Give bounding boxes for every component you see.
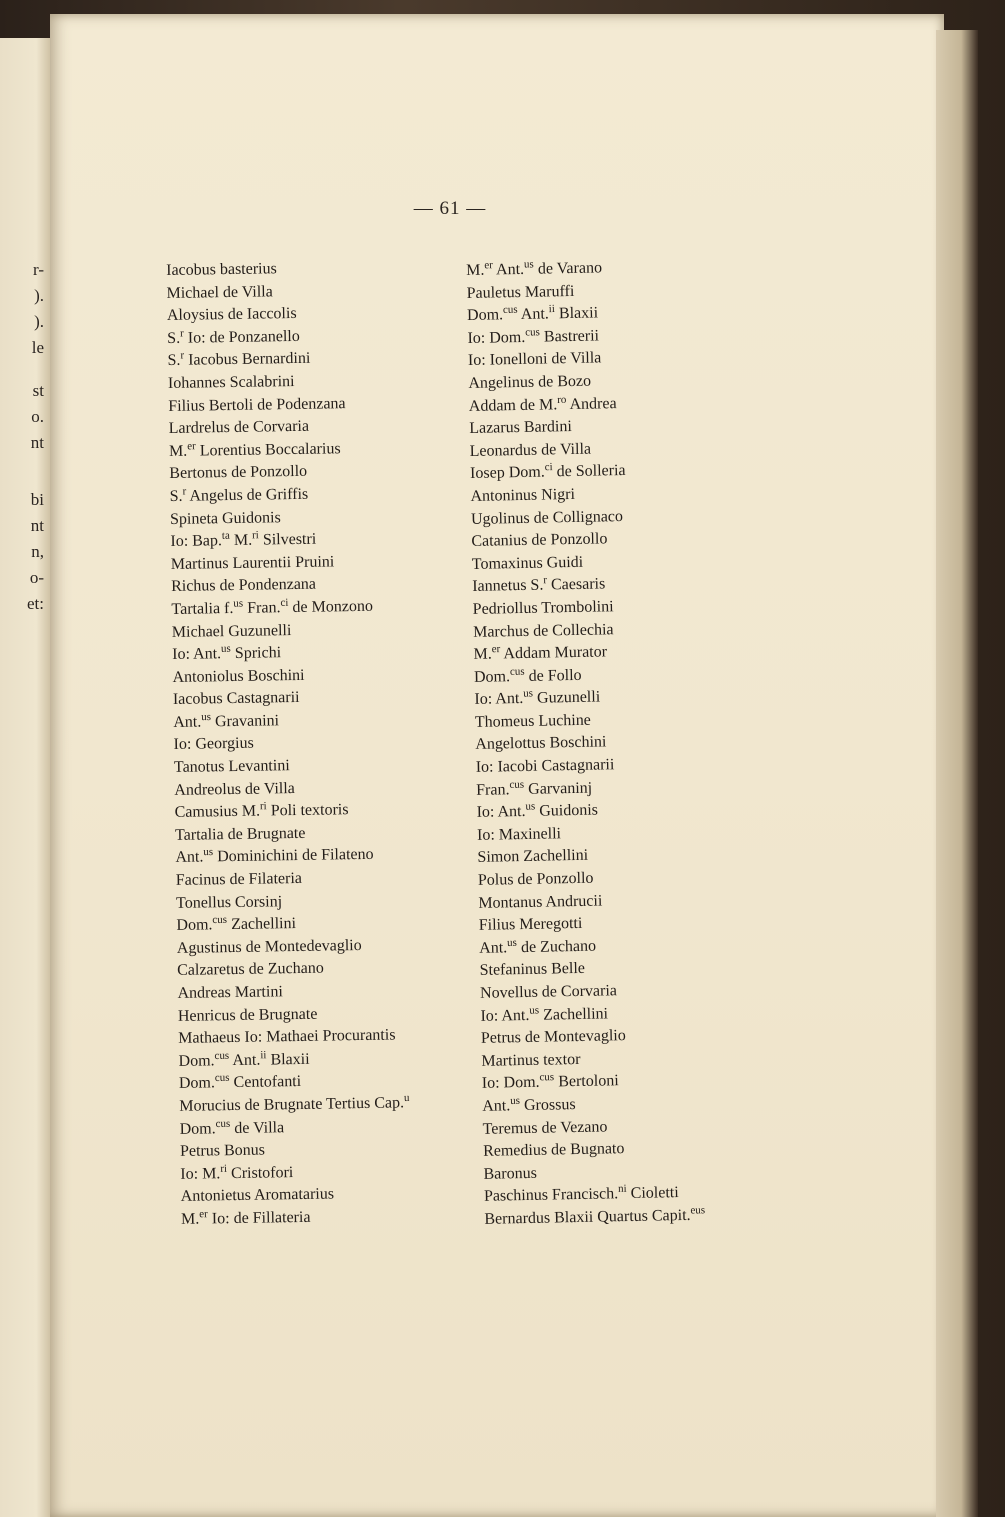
facing-page-fragment: ). bbox=[34, 312, 44, 331]
name-entry: Paschinus Francisch.$^{ni}$ Cioletti bbox=[483, 1183, 679, 1206]
name-entry: Marchus de Collechia bbox=[472, 620, 614, 641]
name-entry: Novellus de Corvaria bbox=[479, 982, 618, 1002]
name-entry: Tartalia de Brugnate bbox=[174, 824, 306, 844]
name-entry: Pedriollus Trombolini bbox=[472, 598, 614, 618]
facing-page-fragment: le bbox=[31, 338, 44, 357]
name-entry: M.$^{er}$ Io: de Fillateria bbox=[180, 1208, 311, 1228]
name-entry: Spineta Guidonis bbox=[169, 508, 281, 528]
name-entry: Tomaxinus Guidi bbox=[471, 553, 584, 573]
name-entry: Fran.$^{cus}$ Garvaninj bbox=[476, 778, 593, 799]
facing-page-fragment: o- bbox=[29, 568, 44, 587]
name-entry: Martinus textor bbox=[481, 1050, 581, 1070]
name-entry: Iannetus S.$^r$ Caesaris bbox=[472, 574, 606, 596]
name-entry: Facinus de Filateria bbox=[175, 869, 303, 889]
name-entry: Angelottus Boschini bbox=[475, 733, 607, 754]
name-entry: Morucius de Brugnate Tertius Cap.$^u$ bbox=[179, 1091, 410, 1115]
facing-page-fragment: r- bbox=[33, 260, 44, 279]
name-entry: Filius Bertoli de Podenzana bbox=[168, 394, 346, 415]
name-entry: Iohannes Scalabrini bbox=[167, 372, 295, 392]
name-entry: Addam de M.$^{ro}$ Andrea bbox=[468, 393, 617, 415]
name-entry: M.$^{er}$ Lorentius Boccalarius bbox=[168, 439, 341, 460]
name-entry: Bertonus de Ponzollo bbox=[169, 463, 308, 483]
name-entry: Angelinus de Bozo bbox=[468, 372, 592, 392]
name-entry: Dom.$^{cus}$ de Villa bbox=[179, 1117, 285, 1138]
facing-page-fragment: et: bbox=[27, 594, 44, 613]
name-entry: Io: Georgius bbox=[173, 735, 254, 754]
name-entry: Io: Dom.$^{cus}$ Bertoloni bbox=[481, 1071, 619, 1093]
name-entry: Agustinus de Montedevaglio bbox=[176, 936, 362, 957]
name-entry: Ugolinus de Collignaco bbox=[470, 507, 624, 528]
name-entry: Io: Ant.$^{us}$ Guzunelli bbox=[474, 687, 601, 709]
name-entry: Henricus de Brugnate bbox=[177, 1005, 318, 1025]
name-entry: Thomeus Luchine bbox=[474, 711, 591, 731]
book-page bbox=[50, 14, 944, 1517]
name-entry: Io: M.$^{ri}$ Cristofori bbox=[180, 1162, 294, 1183]
name-entry: Martinus Laurentii Pruini bbox=[170, 553, 335, 573]
name-entry: Petrus de Montevaglio bbox=[480, 1027, 626, 1048]
name-entry: Lazarus Bardini bbox=[469, 418, 573, 438]
name-entry: Tonellus Corsinj bbox=[175, 892, 283, 912]
name-entry: Andreas Martini bbox=[177, 983, 283, 1002]
name-entry: Tanotus Levantini bbox=[173, 757, 290, 776]
name-entry: Remedius de Bugnato bbox=[482, 1140, 625, 1160]
name-entry: Io: Ant.$^{us}$ Guidonis bbox=[476, 800, 599, 822]
name-entry: Camusius M.$^{ri}$ Poli textoris bbox=[174, 800, 349, 822]
name-entry: Pauletus Maruffi bbox=[466, 282, 575, 302]
name-entry: Io: Ant.$^{us}$ Sprichi bbox=[172, 642, 282, 664]
name-entry: Dom.$^{cus}$ Centofanti bbox=[178, 1072, 302, 1093]
name-entry: Leonardus de Villa bbox=[469, 440, 592, 460]
name-entry: Iacobus Castagnarii bbox=[172, 689, 300, 709]
name-entry: S.$^r$ Iacobus Bernardini bbox=[167, 349, 311, 370]
name-entry: Michael Guzunelli bbox=[171, 621, 292, 641]
name-entry: M.$^{er}$ Ant.$^{us}$ de Varano bbox=[466, 258, 603, 279]
name-entry: Calzaretus de Zuchano bbox=[177, 960, 324, 980]
name-entry: Dom.$^{cus}$ Ant.$^{ii}$ Blaxii bbox=[466, 303, 599, 325]
name-entry: Michael de Villa bbox=[166, 282, 273, 302]
facing-page-fragment: bi bbox=[30, 490, 44, 509]
name-entry: Ant.$^{us}$ de Zuchano bbox=[479, 936, 597, 957]
name-entry: Tartalia f.$^{us}$ Fran.$^{ci}$ de Monzono bbox=[171, 596, 374, 618]
name-entry: Iosep Dom.$^{ci}$ de Solleria bbox=[469, 461, 626, 483]
name-entry: Iacobus basterius bbox=[166, 260, 277, 279]
name-entry: Io: Iacobi Castagnarii bbox=[475, 756, 615, 776]
names-column-right bbox=[466, 254, 805, 1231]
facing-page-fragment: o. bbox=[31, 407, 44, 426]
name-entry: Io: Ant.$^{us}$ Zachellini bbox=[480, 1004, 609, 1025]
name-entry: Io: Bap.$^{ta}$ M.$^{ri}$ Silvestri bbox=[170, 529, 317, 551]
facing-page-fragment: n, bbox=[31, 542, 44, 561]
name-entry: Montanus Andrucii bbox=[478, 892, 603, 912]
name-entry: Filius Meregotti bbox=[478, 915, 583, 935]
name-entry: Petrus Bonus bbox=[179, 1141, 266, 1161]
name-entry: Io: Dom.$^{cus}$ Bastrerii bbox=[467, 326, 600, 347]
facing-page-fragment: ). bbox=[34, 286, 44, 305]
name-entry: Richus de Pondenzana bbox=[170, 575, 317, 596]
name-entry: Dom.$^{cus}$ de Follo bbox=[473, 665, 582, 686]
name-entry: Stefaninus Belle bbox=[479, 960, 586, 980]
name-entry: Ant.$^{us}$ Gravanini bbox=[173, 710, 280, 731]
facing-page-fragment: st bbox=[32, 381, 44, 400]
facing-page-fragment: nt bbox=[30, 433, 44, 452]
name-entry: S.$^r$ Io: de Ponzanello bbox=[167, 327, 300, 347]
facing-page-edge bbox=[0, 38, 52, 1517]
name-entry: Andreolus de Villa bbox=[174, 779, 295, 799]
name-entry: Antoninus Nigri bbox=[470, 485, 576, 505]
name-entry: Dom.$^{cus}$ Zachellini bbox=[176, 914, 297, 935]
name-entry: Catanius de Ponzollo bbox=[471, 530, 608, 551]
facing-page-fragment: nt bbox=[30, 516, 44, 535]
name-entry: Simon Zachellini bbox=[477, 847, 589, 867]
name-entry: Ant.$^{us}$ Grossus bbox=[482, 1094, 576, 1115]
name-entry: Antonietus Aromatarius bbox=[180, 1185, 335, 1206]
name-entry: Polus de Ponzollo bbox=[477, 869, 594, 889]
name-entry: Mathaeus Io: Mathaei Procurantis bbox=[178, 1026, 396, 1048]
name-entry: S.$^r$ Angelus de Griffis bbox=[169, 485, 309, 505]
name-entry: Ant.$^{us}$ Dominichini de Filateno bbox=[175, 846, 374, 867]
name-entry: Bernardus Blaxii Quartus Capit.$^{eus}$ bbox=[484, 1204, 706, 1228]
name-entry: Dom.$^{cus}$ Ant.$^{ii}$ Blaxii bbox=[178, 1048, 310, 1070]
page-right-edge bbox=[936, 30, 978, 1517]
name-entry: Antoniolus Boschini bbox=[172, 666, 305, 686]
name-entry: Lardrelus de Corvaria bbox=[168, 417, 310, 438]
name-entry: Baronus bbox=[483, 1164, 538, 1183]
name-entry: Io: Ionelloni de Villa bbox=[467, 349, 602, 370]
name-entry: Aloysius de Iaccolis bbox=[166, 305, 297, 325]
name-entry: Teremus de Vezano bbox=[482, 1118, 608, 1138]
name-entry: M.$^{er}$ Addam Murator bbox=[473, 643, 608, 664]
name-entry: Io: Maxinelli bbox=[476, 825, 562, 844]
page-number: — 61 — bbox=[413, 198, 487, 219]
